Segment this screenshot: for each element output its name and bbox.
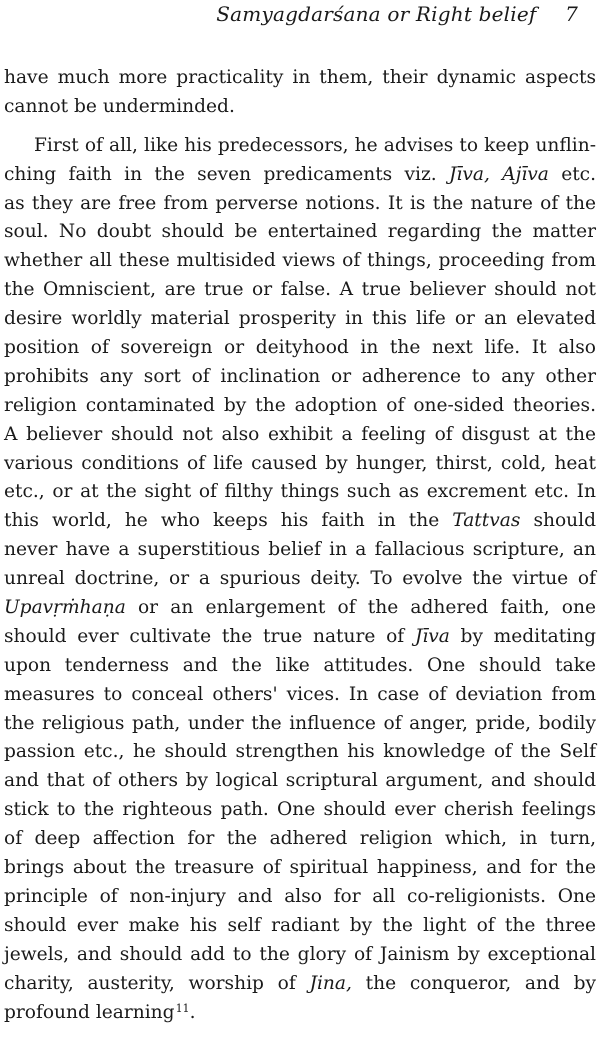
text-line [4, 276, 596, 305]
text-run: the conqueror, and by [351, 972, 596, 994]
text-run: or an enlargement of the adhered faith, one [125, 597, 596, 619]
text-run: brings about the treasure of spiritual happiness, and for the [4, 857, 596, 879]
text-line [4, 594, 596, 623]
text-line [4, 450, 596, 479]
text-run: and that of others by logical scriptural argument, and should [4, 770, 596, 792]
text-line [4, 710, 596, 739]
text-run: etc., or at the sight of filthy things such as excrement etc. In [4, 481, 596, 503]
text-run: ching faith in the seven predicaments viz. [4, 163, 449, 185]
text-run: . [189, 1001, 196, 1023]
text-line [4, 363, 596, 392]
text-run: prohibits any sort of inclination or adherence to any other [4, 365, 596, 387]
text-run: A believer should not also exhibit a feeling of disgust at the [4, 423, 596, 445]
text-run: passion etc., he should strengthen his knowledge of the Self [4, 741, 596, 763]
text-line [4, 93, 596, 122]
text-line [4, 305, 596, 334]
text-line [4, 247, 596, 276]
text-run: religion contaminated by the adoption of one-sided theories. [4, 394, 596, 416]
text-line [4, 478, 596, 507]
text-run: stick to the righteous path. One should ever cherish feelings [4, 799, 596, 821]
text-line [4, 652, 596, 681]
text-run: never have a superstitious belief in a fallacious scripture, an [4, 539, 596, 561]
text-run: as they are free from perverse notions. It is the nature of the [4, 192, 596, 214]
text-line [4, 854, 596, 883]
text-run: cannot be underminded. [4, 95, 235, 117]
text-line [4, 421, 596, 450]
text-line [4, 825, 596, 854]
text-line [4, 536, 596, 565]
text-run: this world, he who keeps his faith in the [4, 510, 453, 532]
text-run: should [520, 510, 596, 532]
text-line [4, 883, 596, 912]
text-line [4, 161, 596, 190]
italic-term: Jina, [309, 972, 352, 994]
text-run: the religious path, under the influence of anger, pride, bodily [4, 712, 596, 734]
text-line [4, 565, 596, 594]
text-line [4, 999, 596, 1028]
italic-term: Upavṛṁhaṇa [4, 597, 126, 619]
text-line [4, 218, 596, 247]
text-line [4, 912, 596, 941]
text-line [4, 738, 596, 767]
text-run: should ever cultivate the true nature of [4, 625, 415, 647]
text-run: of deep affection for the adhered religion which, in turn, [4, 828, 596, 850]
footnote-ref: 11 [175, 1001, 190, 1015]
running-head [216, 2, 578, 26]
text-run: measures to conceal others' vices. In case of deviation from [4, 683, 596, 705]
text-run: desire worldly material prosperity in this life or an elevated [4, 308, 596, 330]
text-line [4, 392, 596, 421]
text-run: various conditions of life caused by hunger, thirst, cold, heat [4, 452, 596, 474]
text-run: First of all, like his predecessors, he advises to keep unflin- [34, 134, 596, 156]
text-run: soul. No doubt should be entertained regarding the matter [4, 221, 596, 243]
text-line [4, 623, 596, 652]
text-run: principle of non-injury and also for all co-religionists. One [4, 885, 596, 907]
text-run: by meditating [449, 625, 596, 647]
text-run: etc. [548, 163, 597, 185]
text-run: have much more practicality in them, their dynamic aspects [4, 67, 596, 88]
text-run: whether all these multisided views of things, proceeding from [4, 250, 596, 272]
text-run: unreal doctrine, or a spurious deity. To evolve the virtue of [4, 568, 596, 590]
text-run: charity, austerity, worship of [4, 972, 310, 994]
text-run: position of sovereign or deityhood in the next life. It also [4, 337, 596, 359]
page-number: 7 [565, 2, 578, 26]
text-line [4, 132, 596, 161]
text-line [4, 190, 596, 219]
text-run: the Omniscient, are true or false. A true believer should not [4, 279, 596, 301]
body-text [4, 64, 596, 1027]
italic-term: Tattvas [452, 510, 521, 532]
text-run: jewels, and should add to the glory of Jainism by exceptional [4, 943, 596, 965]
text-run: upon tenderness and the like attitudes. One should take [4, 654, 596, 676]
text-line [4, 507, 596, 536]
text-run: should ever make his self radiant by the light of the three [4, 914, 596, 936]
text-line [4, 796, 596, 825]
text-line [4, 767, 596, 796]
chapter-title: Samyagdarśana or Right belief [216, 2, 537, 26]
text-line [4, 681, 596, 710]
text-line [4, 64, 596, 93]
italic-term: Jīva [414, 625, 450, 647]
text-line [4, 941, 596, 970]
text-line [4, 334, 596, 363]
text-line [4, 970, 596, 999]
text-run: profound learning [4, 1001, 175, 1023]
italic-term: Jīva, Ajīva [448, 163, 549, 185]
